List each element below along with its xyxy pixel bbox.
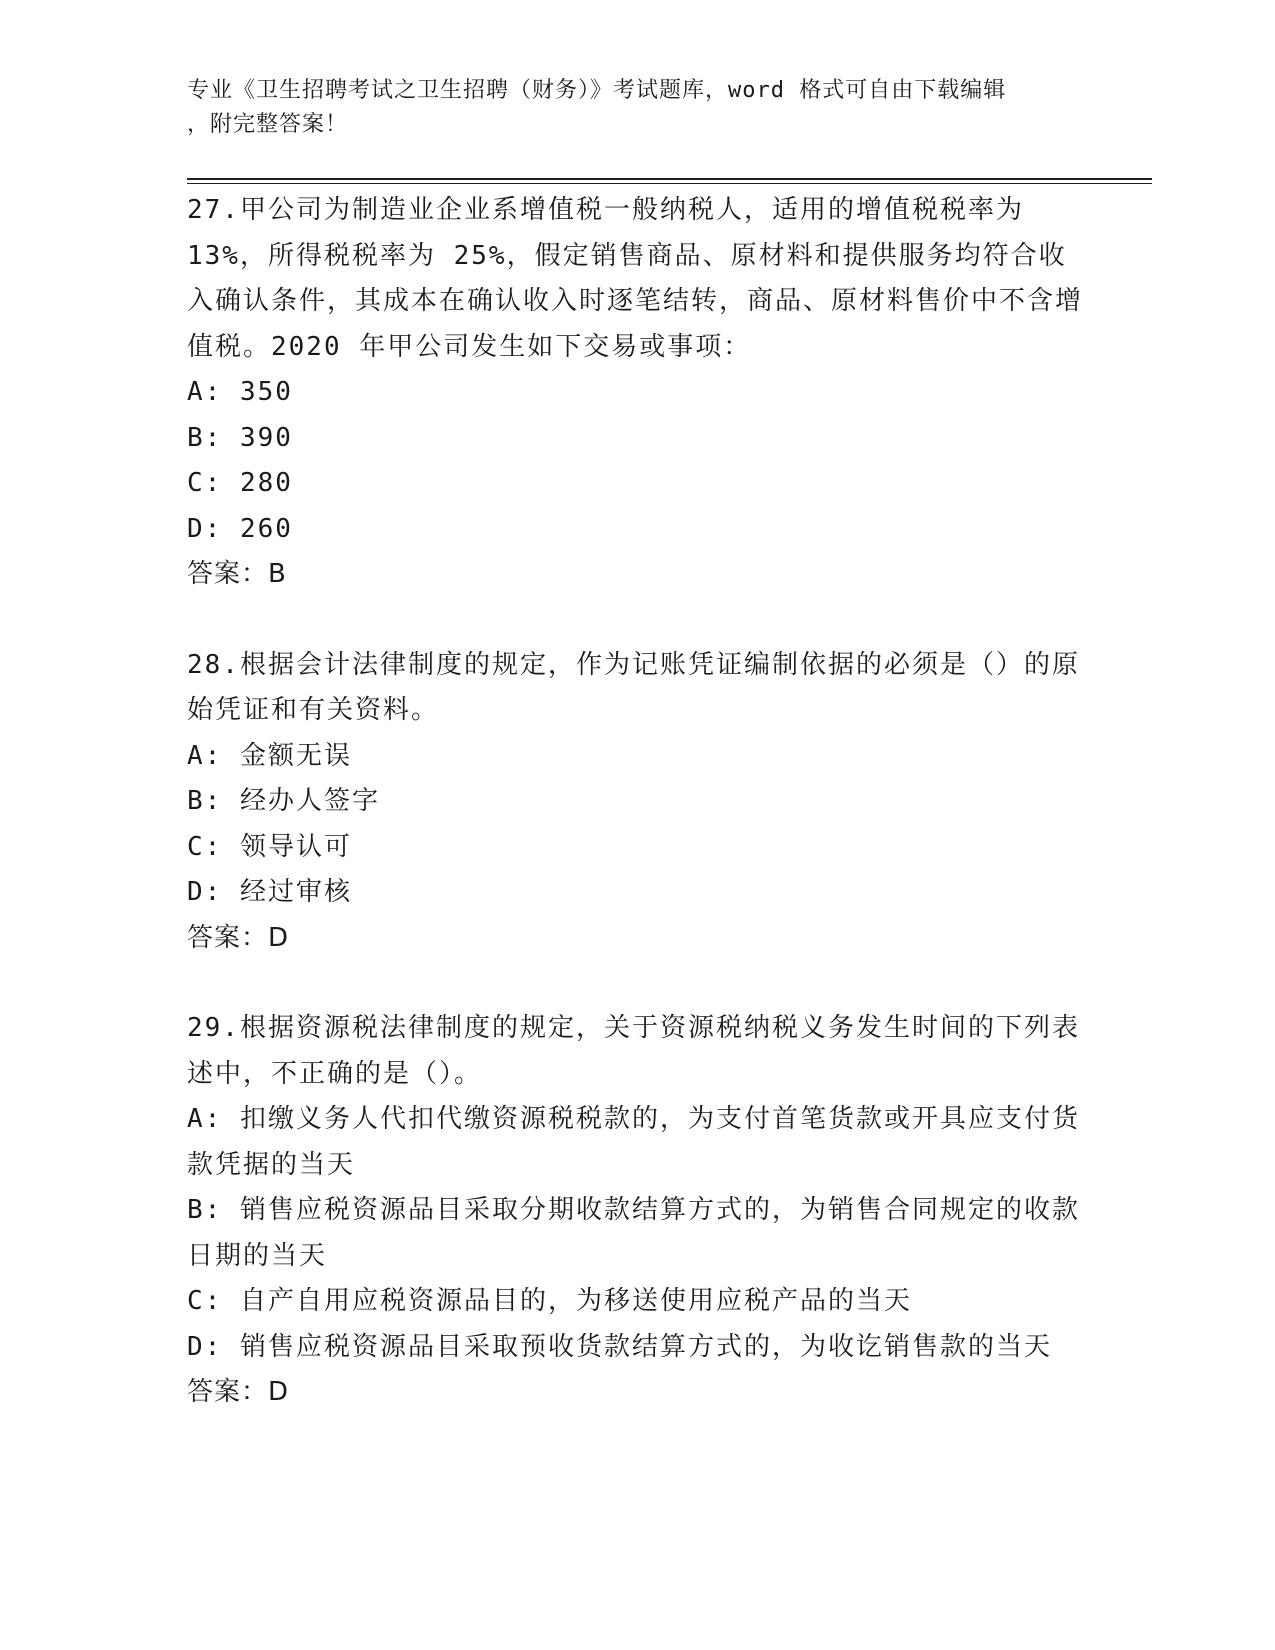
header-divider xyxy=(187,178,1152,184)
option-a: A: 350 xyxy=(187,377,293,407)
header-line-2: ，附完整答案！ xyxy=(187,112,349,137)
option-d: D: 销售应税资源品目采取预收货款结算方式的，为收讫销售款的当天 xyxy=(187,1331,1052,1362)
question-27 xyxy=(187,188,1087,598)
option-c: C: 领导认可 xyxy=(187,831,352,862)
option-a: A: 金额无误 xyxy=(187,740,352,771)
option-c: C: 280 xyxy=(187,468,293,498)
header-line-1: 专业《卫生招聘考试之卫生招聘（财务）》考试题库，word 格式可自由下载编辑 xyxy=(187,78,1007,103)
option-b: B: 经办人签字 xyxy=(187,786,380,816)
question-list xyxy=(187,188,1087,1461)
document-header xyxy=(187,74,1087,142)
question-29 xyxy=(187,1006,1087,1416)
option-d: D: 260 xyxy=(187,513,293,544)
option-d: D: 经过审核 xyxy=(187,877,352,907)
option-c: C: 自产自用应税资源品目的，为移送使用应税产品的当天 xyxy=(187,1286,912,1316)
question-text: 28.根据会计法律制度的规定，作为记账凭证编制依据的必须是（）的原始凭证和有关资料。 xyxy=(187,649,1080,725)
question-text: 29.根据资源税法律制度的规定，关于资源税纳税义务发生时间的下列表述中，不正确的是（）。 xyxy=(187,1013,1080,1089)
option-b: B: 销售应税资源品目采取分期收款结算方式的，为销售合同规定的收款日期的当天 xyxy=(187,1195,1080,1271)
answer: 答案：B xyxy=(187,559,287,589)
option-b: B: 390 xyxy=(187,422,293,453)
answer: 答案：D xyxy=(187,1377,290,1407)
option-a: A: 扣缴义务人代扣代缴资源税税款的，为支付首笔货款或开具应支付货款凭据的当天 xyxy=(187,1104,1080,1180)
answer: 答案：D xyxy=(187,922,290,953)
question-28 xyxy=(187,643,1087,962)
question-text: 27.甲公司为制造业企业系增值税一般纳税人，适用的增值税税率为 13%，所得税税率为 25%，假定销售商品、原材料和提供服务均符合收入确认条件，其成本在确认收入时逐笔结转，商品、原材料售价中不含增值税。2020 年甲公司发生如下交易或事项： xyxy=(187,195,1084,362)
